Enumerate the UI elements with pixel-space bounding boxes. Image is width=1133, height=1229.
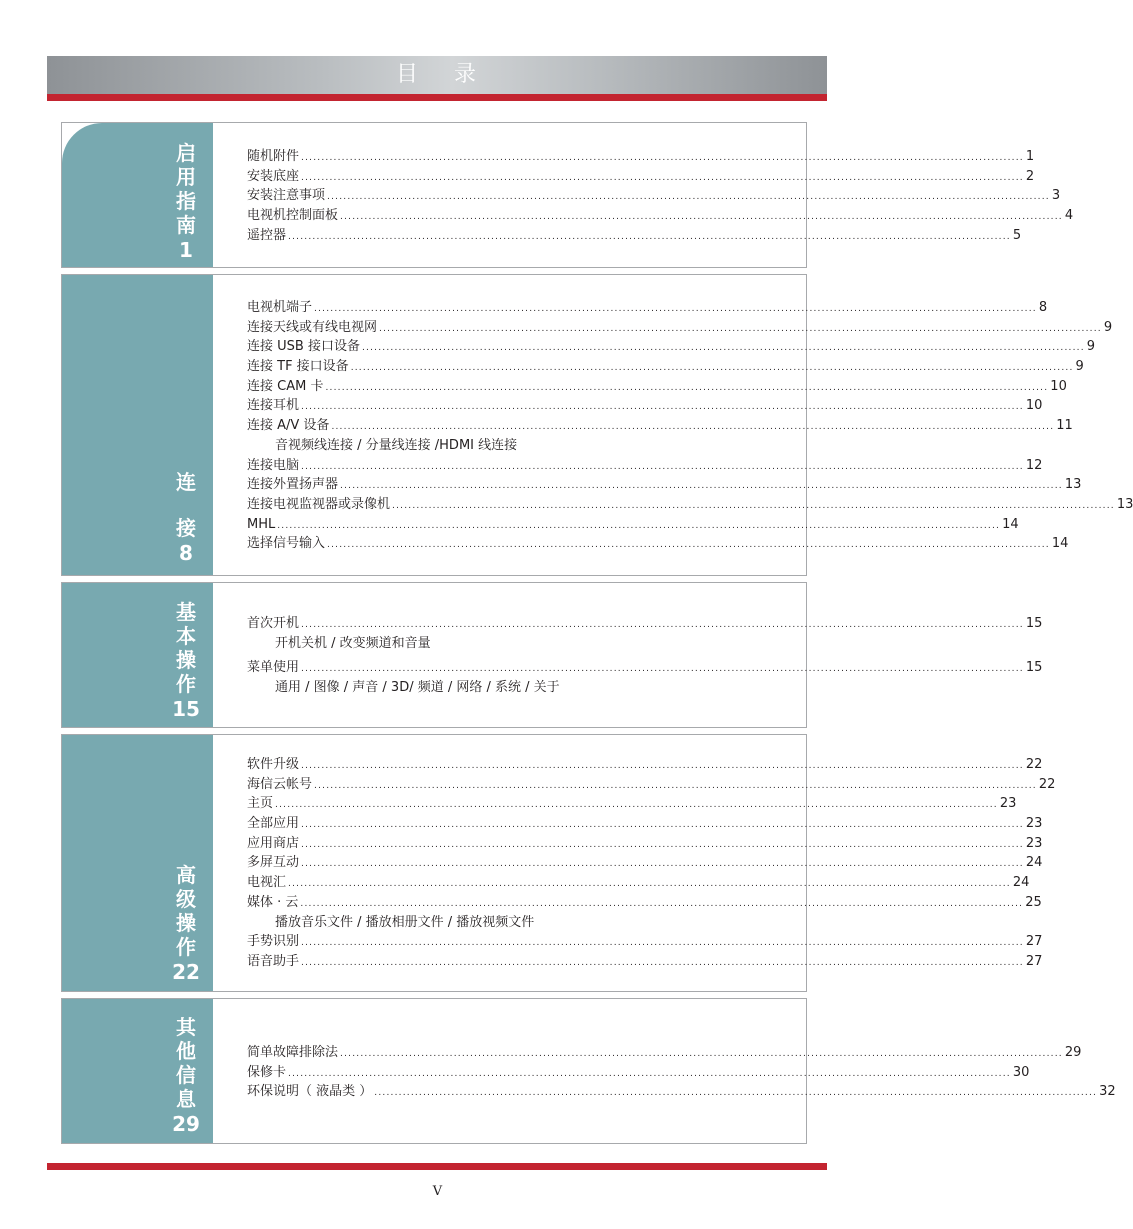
toc-entry-title: 连接电脑 — [247, 457, 300, 473]
toc-list — [247, 1043, 1116, 1102]
toc-entry[interactable] — [247, 1063, 1030, 1083]
section-start-page: 29 — [172, 1112, 200, 1136]
leader-dots: .................................................................................................................................................................................. — [277, 520, 1001, 531]
toc-entry-title: 连接 CAM 卡 — [247, 378, 324, 394]
toc-entry[interactable] — [247, 167, 1035, 187]
toc-entry-page: 12 — [1025, 457, 1043, 473]
leader-dots: .................................................................................................................................................................................. — [314, 304, 1037, 314]
toc-list — [247, 755, 1056, 972]
tab-char — [172, 494, 200, 516]
toc-entry-page: 22 — [1038, 776, 1056, 792]
toc-subentry: 通用 / 图像 / 声音 / 3D/ 频道 / 网络 / 系统 / 关于 — [275, 680, 560, 696]
section-tab-label — [172, 141, 200, 264]
toc-entry-title: 连接 TF 接口设备 — [247, 359, 349, 375]
toc-entry-page: 22 — [1025, 757, 1043, 772]
leader-dots: .................................................................................................................................................................................. — [350, 363, 1074, 374]
toc-entry-title: 应用商店 — [247, 835, 300, 851]
page-title — [47, 56, 827, 94]
toc-entry[interactable] — [247, 318, 1113, 338]
toc-entry-title: 全部应用 — [247, 816, 300, 832]
toc-entry-title: 连接耳机 — [247, 398, 300, 414]
leader-dots: .................................................................................................................................................................................. — [288, 879, 1011, 890]
title-char-1: 目 — [395, 62, 420, 87]
toc-entry-page: 2 — [1025, 168, 1035, 184]
tab-char: 作 — [176, 935, 196, 959]
toc-entry-title: 首次开机 — [247, 616, 300, 631]
toc-entry[interactable] — [247, 614, 1043, 634]
section-tab — [62, 999, 213, 1143]
toc-entry-title: 多屏互动 — [247, 855, 300, 871]
toc-entry-title: 海信云帐号 — [247, 776, 313, 792]
tab-char: 高 — [176, 863, 196, 887]
leader-dots: .................................................................................................................................................................................. — [301, 938, 1024, 949]
section-start-page: 15 — [172, 697, 200, 721]
toc-entry-page: 23 — [1025, 835, 1043, 851]
toc-entry-title: 媒体 · 云 — [247, 894, 299, 910]
toc-entry-page: 4 — [1064, 208, 1074, 224]
toc-entry[interactable] — [247, 515, 1019, 535]
toc-entry[interactable] — [247, 357, 1084, 377]
toc-entry[interactable] — [247, 186, 1061, 206]
toc-entry-title: 连接天线或有线电视网 — [247, 319, 378, 335]
toc-entry-title: MHL — [247, 516, 276, 532]
toc-entry-title: 安装底座 — [247, 168, 300, 184]
footer-rule — [47, 1163, 827, 1170]
tab-char: 本 — [176, 624, 196, 648]
section-tab-label — [172, 470, 200, 567]
leader-dots: .................................................................................................................................................................................. — [301, 402, 1024, 413]
toc-entry[interactable] — [247, 377, 1067, 397]
toc-entry-title: 菜单使用 — [247, 660, 300, 676]
tab-char: 用 — [176, 165, 196, 189]
toc-entry[interactable] — [247, 206, 1074, 226]
leader-dots: .................................................................................................................................................................................. — [331, 422, 1055, 433]
toc-entry-title: 选择信号输入 — [247, 536, 326, 552]
title-char-2: 录 — [454, 62, 479, 87]
toc-section-other-info — [61, 998, 1116, 1144]
leader-dots: .................................................................................................................................................................................. — [325, 382, 1049, 393]
tab-char: 指 — [176, 189, 196, 213]
leader-dots: .................................................................................................................................................................................. — [340, 1049, 1063, 1059]
toc-entry[interactable] — [247, 534, 1069, 554]
toc-entry[interactable] — [247, 416, 1073, 436]
toc-entry-page: 9 — [1103, 319, 1113, 335]
toc-entry-page: 32 — [1099, 1084, 1116, 1100]
toc-list — [247, 614, 1043, 698]
toc-section-advanced-operation — [61, 734, 1056, 992]
tab-char: 息 — [176, 1087, 196, 1111]
toc-entry[interactable] — [247, 755, 1043, 775]
toc-entry-title: 手势识别 — [247, 934, 300, 950]
section-tab-label — [172, 600, 200, 723]
section-tab — [62, 583, 213, 727]
leader-dots: .................................................................................................................................................................................. — [361, 343, 1085, 354]
section-start-page: 1 — [179, 238, 193, 262]
toc-entry-page: 30 — [1012, 1064, 1030, 1080]
toc-entry[interactable] — [247, 226, 1022, 246]
leader-dots: .................................................................................................................................................................................. — [301, 172, 1024, 183]
toc-entry[interactable] — [247, 658, 1043, 678]
leader-dots: .................................................................................................................................................................................. — [301, 859, 1024, 870]
toc-entry-page: 13 — [1116, 496, 1133, 512]
toc-entry-title: 连接电视监视器或录像机 — [247, 496, 391, 512]
toc-entry-page: 29 — [1064, 1045, 1082, 1060]
toc-entry-title: 简单故障排除法 — [247, 1045, 339, 1060]
leader-dots: .................................................................................................................................................................................. — [301, 820, 1024, 831]
toc-entry-title: 安装注意事项 — [247, 188, 326, 204]
header-bar — [47, 56, 827, 94]
tab-char: 连 — [176, 470, 196, 494]
leader-dots: .................................................................................................................................................................................. — [288, 1068, 1011, 1079]
leader-dots: .................................................................................................................................................................................. — [301, 761, 1024, 771]
toc-entry[interactable] — [247, 893, 1042, 913]
toc-entry[interactable] — [247, 298, 1048, 318]
toc-subentry: 开机关机 / 改变频道和音量 — [275, 635, 431, 651]
toc-entry-title: 软件升级 — [247, 757, 300, 772]
toc-entry-page: 11 — [1056, 418, 1073, 434]
tab-char: 级 — [176, 887, 196, 911]
toc-list — [247, 298, 1133, 554]
toc-entry-title: 随机附件 — [247, 149, 300, 164]
toc-entry[interactable] — [247, 853, 1043, 873]
toc-entry-title: 连接外置扬声器 — [247, 477, 339, 493]
leader-dots: .................................................................................................................................................................................. — [301, 664, 1024, 675]
leader-dots: .................................................................................................................................................................................. — [379, 323, 1102, 334]
toc-section-getting-started — [61, 122, 1074, 268]
page-number: V — [432, 1184, 443, 1199]
toc-entry-page: 10 — [1025, 398, 1043, 414]
toc-entry-page: 24 — [1025, 855, 1043, 871]
header-rule — [47, 94, 827, 101]
toc-entry[interactable] — [247, 1043, 1082, 1063]
toc-entry-page: 3 — [1051, 188, 1061, 204]
section-tab — [62, 275, 213, 575]
toc-entry-page: 24 — [1012, 875, 1030, 891]
leader-dots: .................................................................................................................................................................................. — [288, 231, 1011, 242]
toc-list — [247, 147, 1074, 245]
toc-entry-page: 25 — [1025, 894, 1042, 910]
leader-dots: .................................................................................................................................................................................. — [340, 212, 1063, 223]
leader-dots: .................................................................................................................................................................................. — [392, 500, 1115, 511]
leader-dots: .................................................................................................................................................................................. — [301, 957, 1024, 968]
section-tab — [62, 735, 213, 991]
tab-char: 南 — [176, 213, 196, 237]
toc-entry-title: 保修卡 — [247, 1064, 287, 1080]
toc-entry-page: 14 — [1051, 536, 1069, 552]
leader-dots: .................................................................................................................................................................................. — [374, 1088, 1098, 1099]
leader-dots: .................................................................................................................................................................................. — [301, 461, 1024, 472]
toc-entry-page: 14 — [1002, 516, 1019, 532]
toc-entry[interactable] — [247, 1082, 1116, 1102]
toc-entry[interactable] — [247, 873, 1030, 893]
toc-entry[interactable] — [247, 147, 1035, 167]
leader-dots: .................................................................................................................................................................................. — [301, 620, 1024, 630]
toc-entry[interactable] — [247, 456, 1043, 476]
tab-char: 信 — [176, 1063, 196, 1087]
toc-entry-page: 15 — [1025, 616, 1043, 631]
toc-entry[interactable] — [247, 337, 1096, 357]
toc-subentry: 音视频线连接 / 分量线连接 /HDMI 线连接 — [275, 437, 518, 453]
toc-entry-page: 5 — [1012, 227, 1022, 243]
toc-entry[interactable] — [247, 814, 1043, 834]
toc-entry[interactable] — [247, 834, 1043, 854]
tab-char: 操 — [176, 648, 196, 672]
toc-entry[interactable] — [247, 932, 1043, 952]
toc-entry-page: 9 — [1086, 339, 1096, 355]
leader-dots: .................................................................................................................................................................................. — [327, 540, 1050, 551]
section-start-page: 8 — [179, 541, 193, 565]
toc-entry-title: 电视汇 — [247, 875, 287, 891]
toc-entry-page: 10 — [1050, 378, 1067, 394]
section-start-page: 22 — [172, 960, 200, 984]
toc-entry[interactable] — [247, 775, 1056, 795]
section-tab-label — [172, 1015, 200, 1138]
toc-entry-page: 27 — [1025, 934, 1043, 950]
leader-dots: .................................................................................................................................................................................. — [301, 153, 1024, 163]
toc-entry-title: 环保说明（ 液晶类 ） — [247, 1084, 373, 1100]
tab-char: 基 — [176, 600, 196, 624]
toc-entry-title: 连接 USB 接口设备 — [247, 339, 360, 355]
toc-section-connections — [61, 274, 1133, 576]
section-tab — [62, 123, 213, 267]
leader-dots: .................................................................................................................................................................................. — [300, 898, 1024, 909]
tab-char: 作 — [176, 672, 196, 696]
leader-dots: .................................................................................................................................................................................. — [314, 780, 1037, 791]
toc-entry[interactable] — [247, 952, 1043, 972]
toc-section-basic-operation — [61, 582, 1043, 728]
toc-entry[interactable] — [247, 396, 1043, 416]
toc-entry-page: 8 — [1038, 300, 1048, 315]
toc-entry-title: 遥控器 — [247, 227, 287, 243]
toc-entry[interactable] — [247, 794, 1017, 814]
leader-dots: .................................................................................................................................................................................. — [327, 192, 1050, 203]
toc-entry-title: 主页 — [247, 796, 274, 812]
toc-entry-page: 15 — [1025, 660, 1043, 676]
tab-char: 接 — [176, 516, 196, 540]
section-tab-label — [172, 863, 200, 986]
leader-dots: .................................................................................................................................................................................. — [275, 800, 998, 811]
toc-entry-page: 23 — [1025, 816, 1043, 832]
tab-char: 他 — [176, 1039, 196, 1063]
tab-char: 启 — [176, 141, 196, 165]
toc-entry-page: 27 — [1025, 953, 1043, 969]
tab-char: 操 — [176, 911, 196, 935]
toc-entry-page: 13 — [1064, 477, 1082, 493]
toc-entry-page: 9 — [1075, 359, 1084, 375]
leader-dots: .................................................................................................................................................................................. — [340, 481, 1063, 492]
toc-entry-title: 电视机控制面板 — [247, 208, 339, 224]
toc-entry[interactable] — [247, 495, 1133, 515]
tab-char: 其 — [176, 1015, 196, 1039]
toc-entry-page: 1 — [1025, 149, 1035, 164]
toc-subentry: 播放音乐文件 / 播放相册文件 / 播放视频文件 — [275, 914, 535, 930]
leader-dots: .................................................................................................................................................................................. — [301, 839, 1024, 850]
toc-entry-title: 语音助手 — [247, 953, 300, 969]
toc-entry-page: 23 — [999, 796, 1017, 812]
toc-entry[interactable] — [247, 475, 1082, 495]
toc-entry-title: 电视机端子 — [247, 300, 313, 315]
toc-entry-title: 连接 A/V 设备 — [247, 418, 330, 434]
